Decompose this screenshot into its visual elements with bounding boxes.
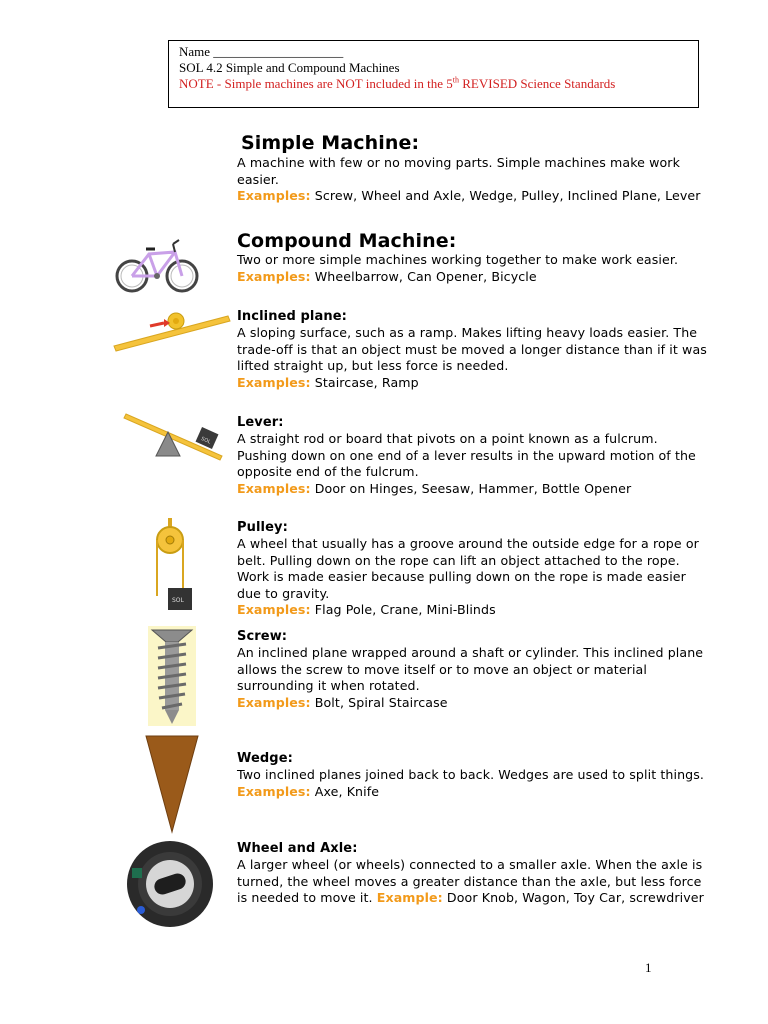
header-box <box>168 40 699 108</box>
section-simple-machine <box>241 132 711 154</box>
compound-machine-title: Compound Machine: <box>237 230 457 252</box>
compound-machine-examples: Examples: Wheelbarrow, Can Opener, Bicycle <box>237 268 537 284</box>
bicycle-icon <box>113 222 201 300</box>
lever-icon <box>118 408 228 464</box>
simple-machine-examples: Examples: Screw, Wheel and Axle, Wedge, Pulley, Inclined Plane, Lever <box>237 188 701 204</box>
section-wedge <box>237 750 707 800</box>
wheel-and-axle-icon <box>124 838 216 930</box>
section-simple-machine-body <box>237 155 707 205</box>
section-pulley <box>237 519 707 619</box>
pulley-weight-label: SOL <box>172 597 184 604</box>
inclined-plane-icon <box>112 302 232 354</box>
pulley-examples: Examples: Flag Pole, Crane, Mini-Blinds <box>237 602 496 618</box>
section-compound-machine <box>237 230 707 285</box>
lever-text: A straight rod or board that pivots on a point known as a fulcrum. Pushing down on one end of a lever results in the upward motion of the opposite end of the fulcrum. <box>237 431 696 480</box>
pulley-text: A wheel that usually has a groove around the outside edge for a rope or belt. Pulling down on the rope can lift an object attached to the rope. Work is made easier because pulling down on the rope is made easier due to gravity. <box>237 536 699 601</box>
page-number: 1 <box>645 960 652 975</box>
wedge-examples: Examples: Axe, Knife <box>237 783 380 799</box>
lever-weight-label: SOL <box>199 435 212 446</box>
inclined-plane-examples: Examples: Staircase, Ramp <box>237 374 419 390</box>
screw-icon <box>148 626 196 726</box>
lever-title: Lever: <box>237 415 284 430</box>
section-screw <box>237 628 707 711</box>
name-line: Name ____________________ <box>179 44 344 59</box>
screw-text: An inclined plane wrapped around a shaft or cylinder. This inclined plane allows the screw to move itself or to move an object or material surrounding it when rotated. <box>237 645 704 694</box>
standards-note: NOTE - Simple machines are NOT included in the 5th REVISED Science Standards <box>179 75 616 91</box>
wheel-and-axle-title: Wheel and Axle: <box>237 841 358 856</box>
course-title: SOL 4.2 Simple and Compound Machines <box>179 60 400 75</box>
inclined-plane-title: Inclined plane: <box>237 309 347 324</box>
wedge-icon <box>144 734 200 834</box>
wedge-text: Two inclined planes joined back to back. Wedges are used to split things. <box>237 767 705 782</box>
wheel-and-axle-text: A larger wheel (or wheels) connected to a smaller axle. When the axle is turned, the wheel moves a greater distance than the axle, but less force is needed to move it. Example: Door Knob, Wagon, Toy Car, screwdriver <box>237 857 704 906</box>
simple-machine-text: A machine with few or no moving parts. Simple machines make work easier. <box>237 155 680 187</box>
screw-examples: Examples: Bolt, Spiral Staircase <box>237 694 448 710</box>
simple-machine-title: Simple Machine: <box>241 132 420 154</box>
section-inclined-plane <box>237 308 707 391</box>
section-wheel-and-axle <box>237 840 707 907</box>
pulley-icon <box>148 518 196 618</box>
lever-examples: Examples: Door on Hinges, Seesaw, Hammer, Bottle Opener <box>237 480 632 496</box>
pulley-title: Pulley: <box>237 520 288 535</box>
inclined-plane-text: A sloping surface, such as a ramp. Makes lifting heavy loads easier. The trade-off is that an object must be moved a longer distance than if it was lifted straight up, but less force is needed. <box>237 325 707 374</box>
compound-machine-text: Two or more simple machines working together to make work easier. <box>237 252 679 267</box>
screw-title: Screw: <box>237 629 288 644</box>
wedge-title: Wedge: <box>237 751 293 766</box>
section-lever <box>237 414 707 497</box>
